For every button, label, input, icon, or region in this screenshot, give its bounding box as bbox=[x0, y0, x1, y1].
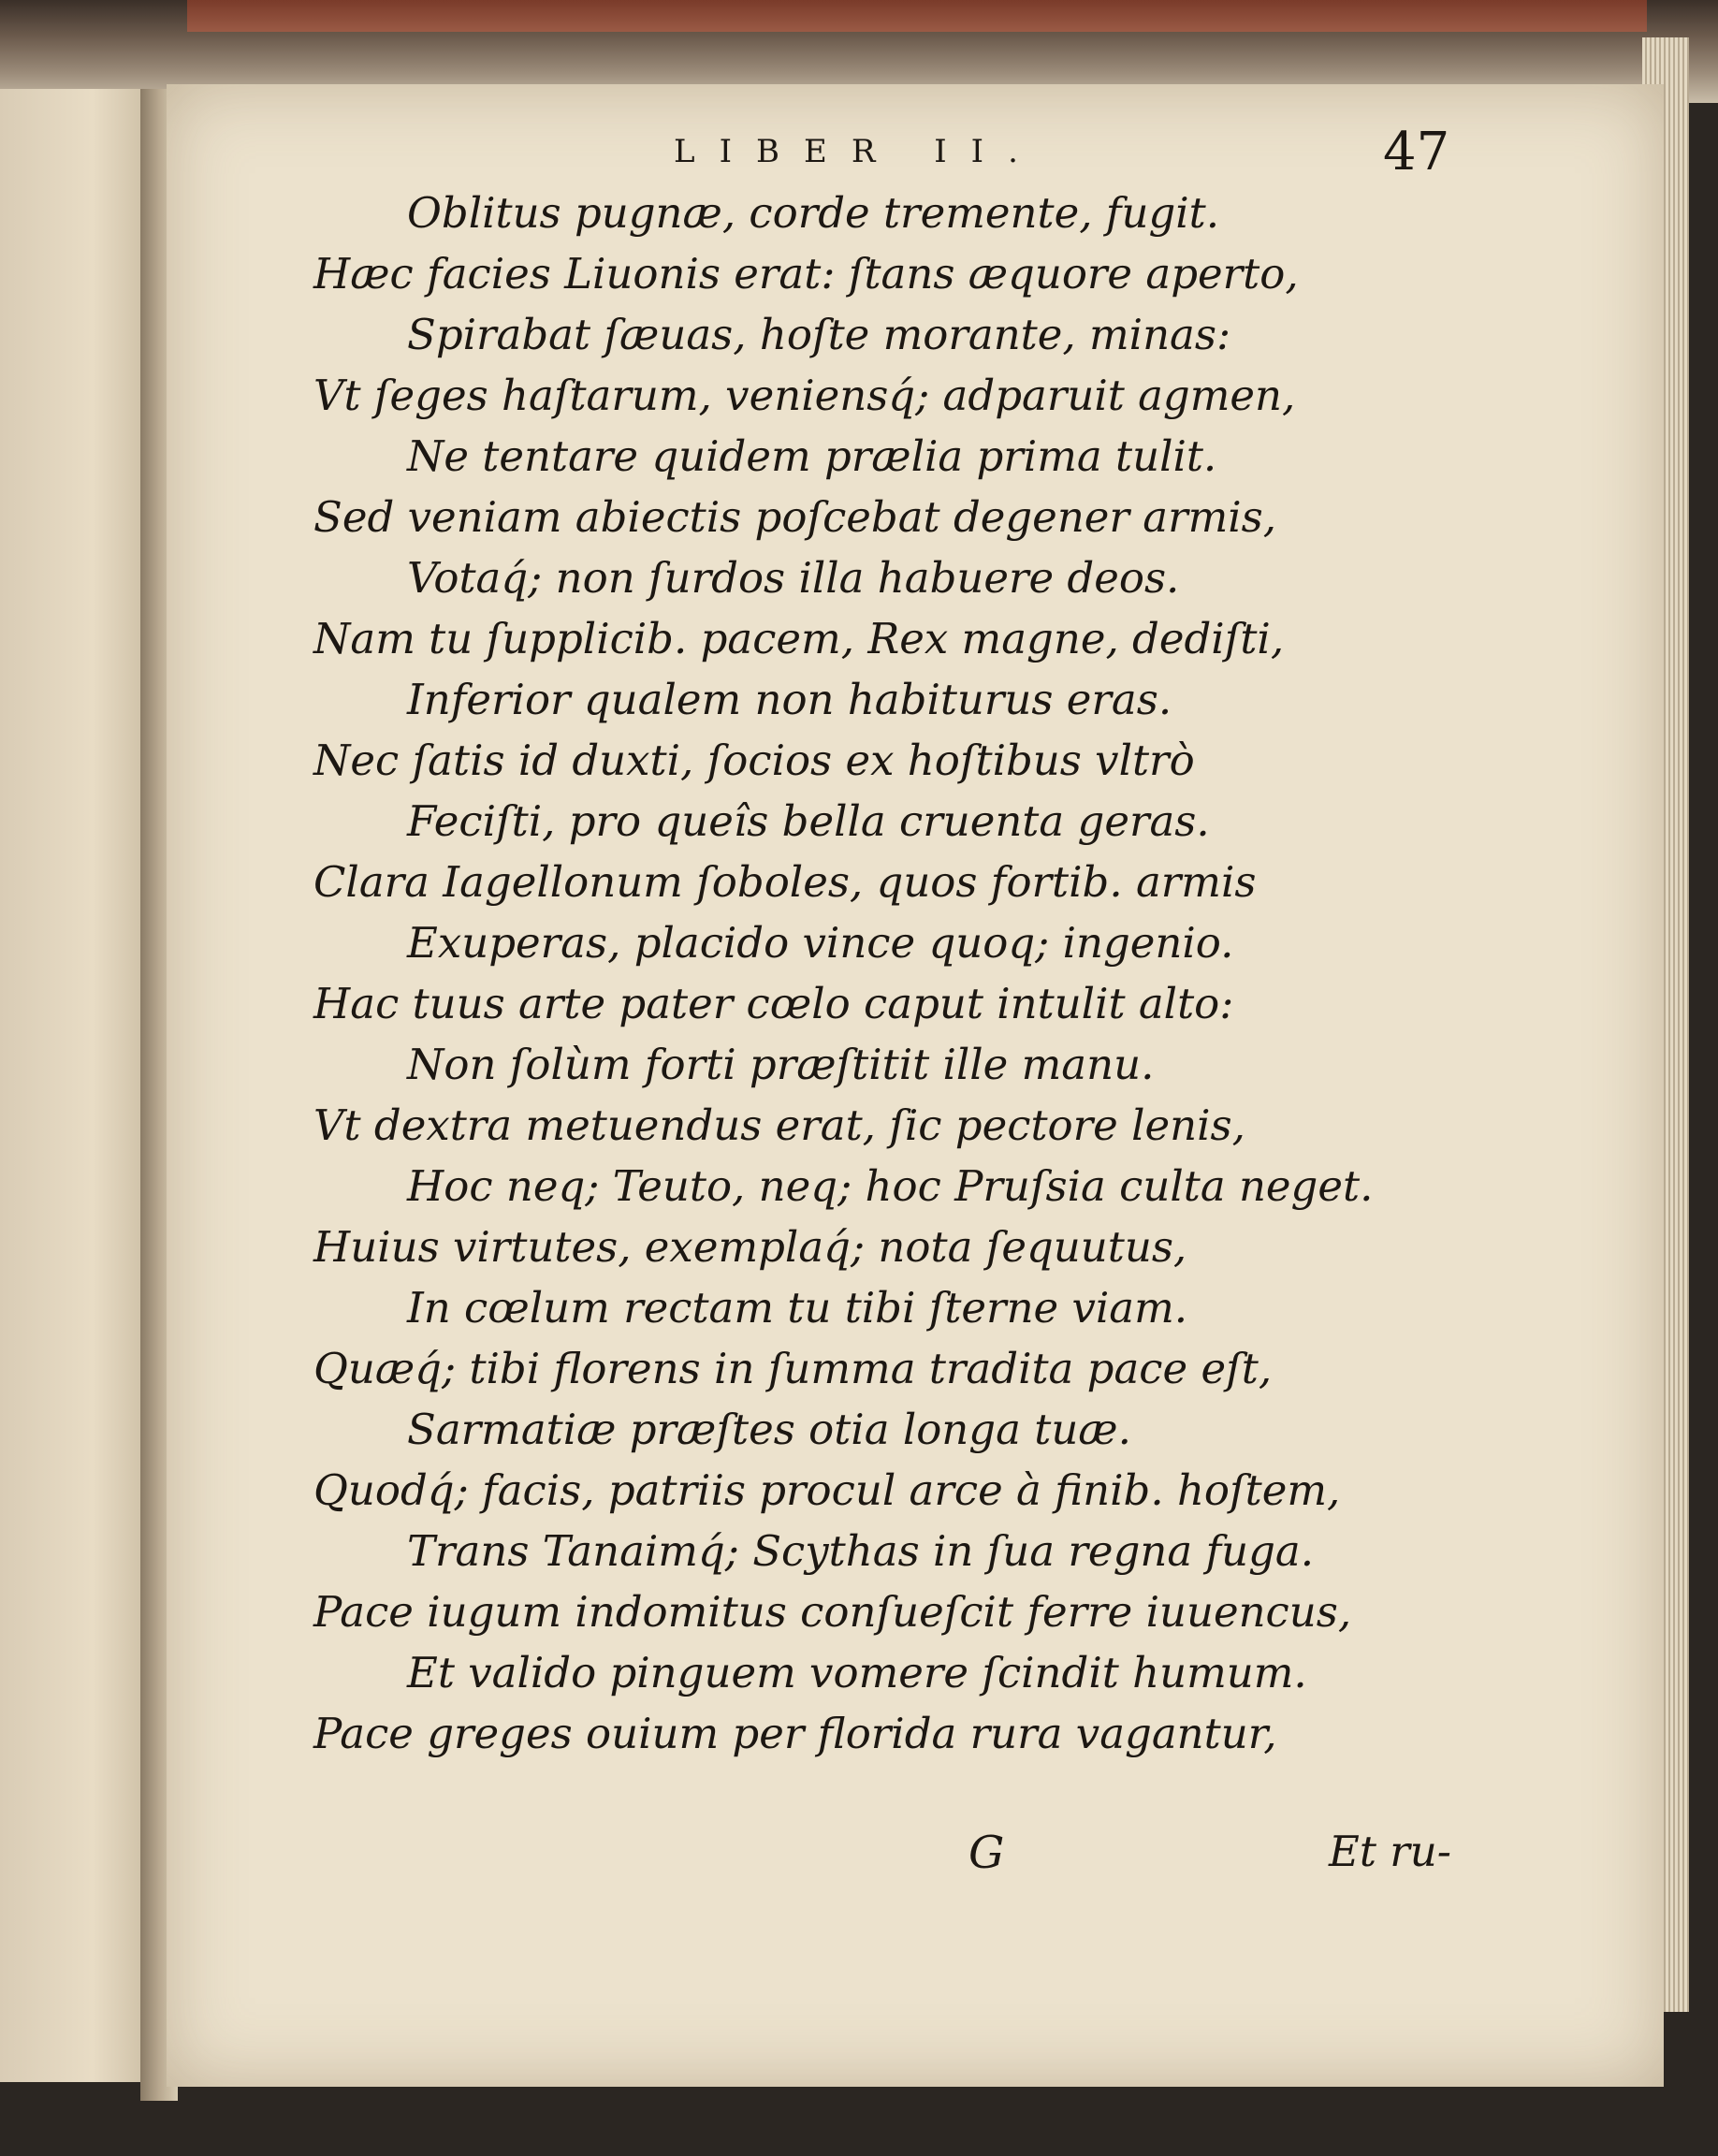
verse-line: Quæq́; tibi florens in ſumma tradita pace eſt, bbox=[313, 1344, 1273, 1393]
verse-line: Vt dextra metuendus erat, ſic pectore lenis, bbox=[313, 1100, 1245, 1150]
verse-line: Hoc neq; Teuto, neq; hoc Pruſsia culta neget. bbox=[407, 1161, 1374, 1211]
verse-line: In cœlum rectam tu tibi ſterne viam. bbox=[407, 1283, 1188, 1333]
page-number: 47 bbox=[1383, 122, 1450, 182]
verse-line: Spirabat ſæuas, hoſte morante, minas: bbox=[407, 310, 1231, 359]
verse-line: Votaq́; non ſurdos illa habuere deos. bbox=[407, 553, 1180, 603]
verse-line: Feciſti, pro queîs bella cruenta geras. bbox=[407, 796, 1210, 846]
running-head: LIBER II. bbox=[674, 133, 1042, 170]
verse-line: Trans Tanaimq́; Scythas in ſua regna fuga. bbox=[407, 1526, 1315, 1576]
verse-line: Nec ſatis id duxti, ſocios ex hoſtibus vltrò bbox=[313, 736, 1195, 785]
verse-line: Hac tuus arte pater cœlo caput intulit alto: bbox=[313, 979, 1234, 1028]
verse-line: Inferior qualem non habiturus eras. bbox=[407, 675, 1172, 724]
verse-line: Exuperas, placido vince quoq; ingenio. bbox=[407, 918, 1234, 968]
verse-line: Quodq́; facis, patriis procul arce à finib. hoſtem, bbox=[313, 1465, 1341, 1515]
signature-mark: G bbox=[968, 1827, 1005, 1879]
verse-line: Pace greges ouium per florida rura vagantur, bbox=[313, 1709, 1277, 1758]
verse-line: Hæc facies Liuonis erat: ſtans æquore aperto, bbox=[313, 249, 1299, 299]
verse-line: Et valido pinguem vomere ſcindit humum. bbox=[407, 1648, 1307, 1697]
verse-line: Sarmatiæ præſtes otia longa tuæ. bbox=[407, 1405, 1131, 1454]
book-cover-ribbon bbox=[187, 0, 1647, 32]
verse-line: Sed veniam abiectis poſcebat degener armis, bbox=[313, 492, 1277, 542]
facing-page bbox=[0, 89, 154, 2082]
verse-line: Clara Iagellonum ſoboles, quos fortib. armis bbox=[313, 857, 1257, 907]
verse-line: Huius virtutes, exemplaq́; nota ſequutus, bbox=[313, 1222, 1187, 1272]
verse-line: Vt ſeges haſtarum, veniensq́; adparuit agmen, bbox=[313, 371, 1296, 420]
verse-line: Ne tentare quidem prælia prima tulit. bbox=[407, 431, 1217, 481]
verse-line: Non ſolùm forti præſtitit ille manu. bbox=[407, 1040, 1155, 1089]
verse-line: Nam tu ſupplicib. pacem, Rex magne, dediſti, bbox=[313, 614, 1285, 663]
verse-line: Oblitus pugnæ, corde tremente, fugit. bbox=[407, 188, 1220, 238]
verse-line: Pace iugum indomitus conſueſcit ferre iuuencus, bbox=[313, 1587, 1352, 1637]
catchword: Et ru- bbox=[1329, 1827, 1451, 1876]
